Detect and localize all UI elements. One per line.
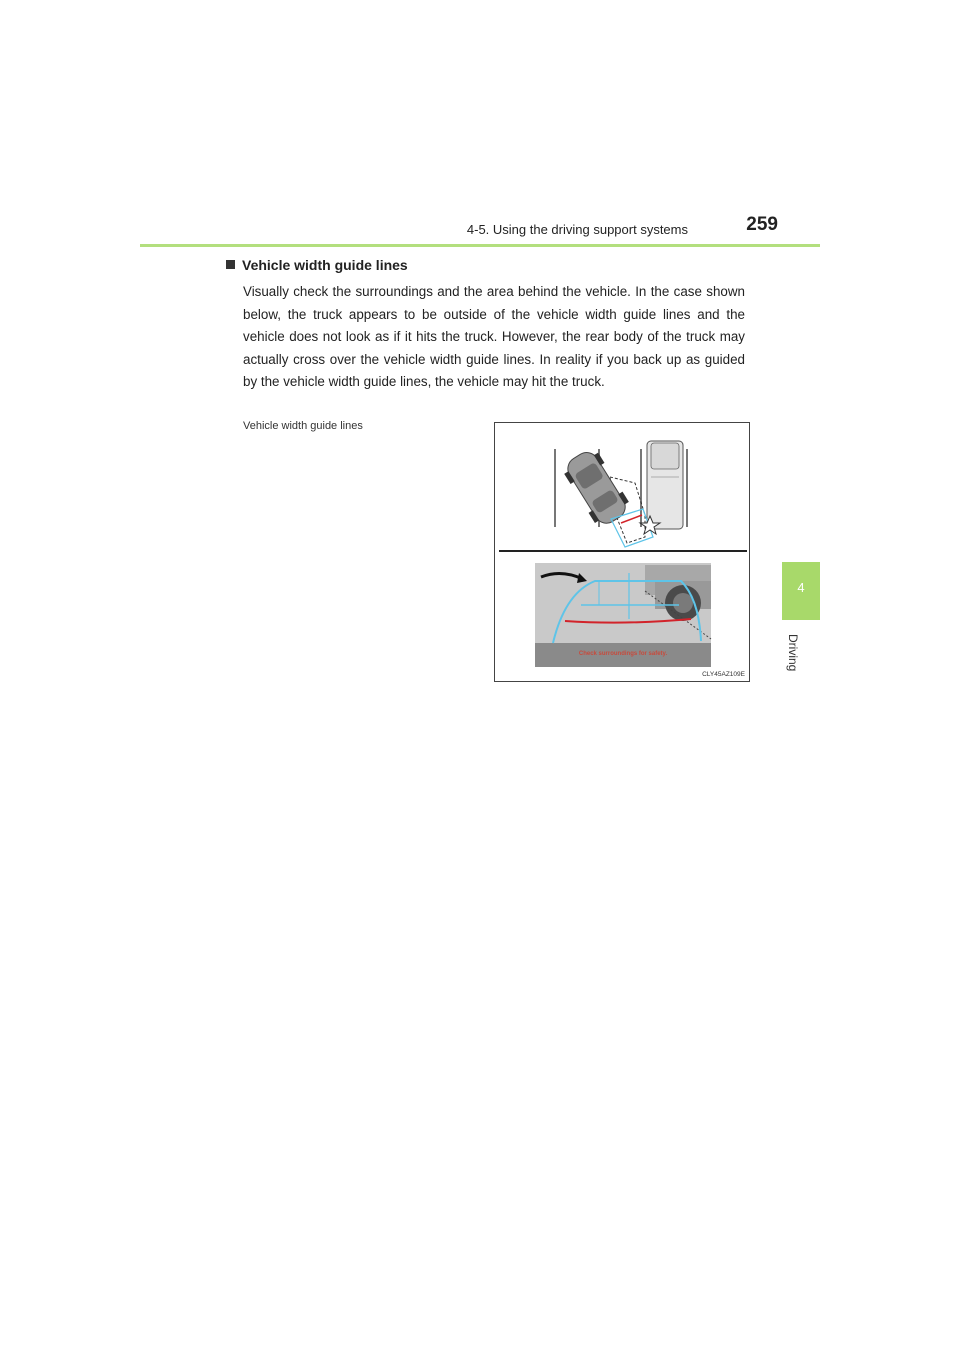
body-paragraph: Visually check the surroundings and the area behind the vehicle. In the case shown below, the truck appears to be outside of the vehicle width guide lines and the vehicle does not look as if it hits the truck. However, the rear body of the truck may actually cross over the vehicle width guide lines. In reality if you back up as guided by the vehicle width guide lines, the vehicle may hit the truck. [243,284,745,389]
illustration [494,422,750,682]
camera-screen-message: Check surroundings for safety. [578,651,668,657]
figure-code: CLY45AZ109E [702,671,745,678]
truck-top-view [647,441,683,529]
chapter-tab [782,562,820,620]
header-rule [140,244,820,247]
section-title: 4-5. Using the driving support systems [466,222,688,237]
illustration-graphic [495,423,751,683]
section-heading [226,257,408,273]
page-number: 259 [746,214,778,235]
car-top-view [560,446,633,530]
figure-caption: Vehicle width guide lines [243,420,363,432]
square-bullet-icon [226,260,235,269]
chapter-label-text: Driving [786,634,800,672]
chapter-label [770,634,830,684]
chapter-tab-number: 4 [797,580,805,595]
section-heading-text: Vehicle width guide lines [242,257,408,273]
